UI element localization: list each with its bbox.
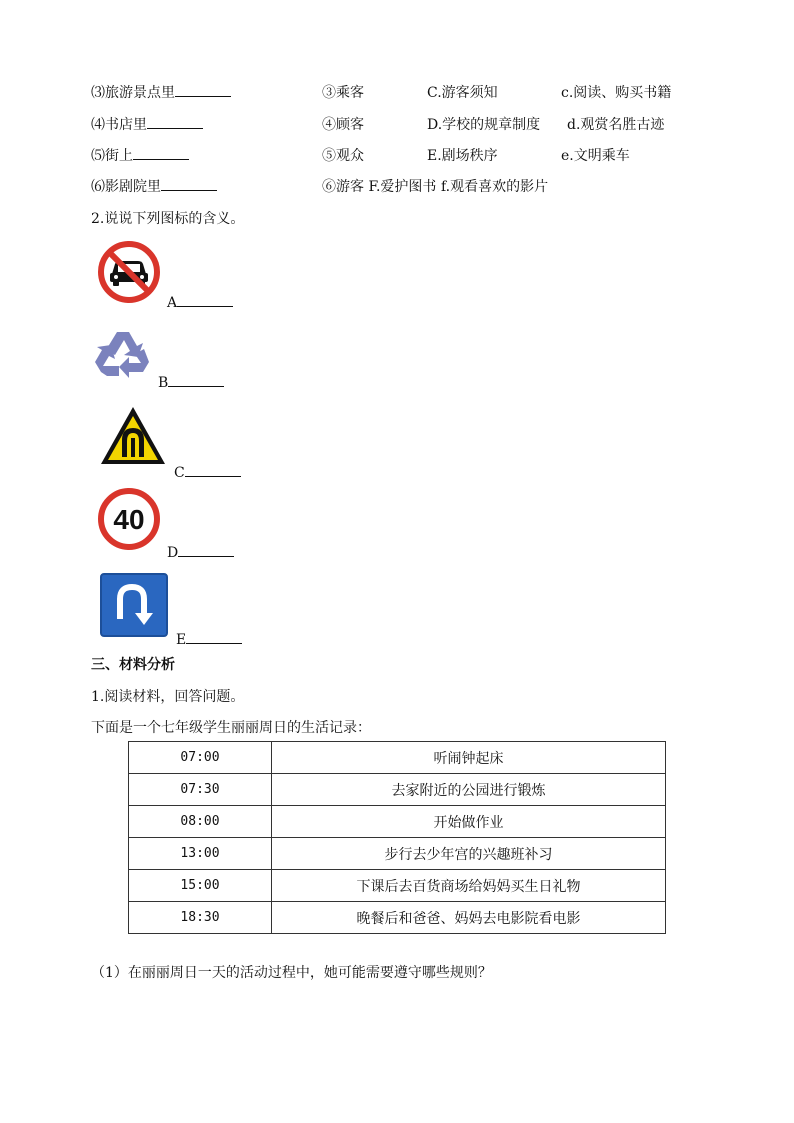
table-row — [129, 902, 666, 934]
no-motor-vehicle-sign-icon — [96, 240, 164, 304]
time-cell: 13:00 — [129, 838, 272, 870]
activity-item: d.观赏名胜古迹 — [567, 117, 665, 133]
answer-blank[interactable] — [185, 464, 241, 477]
person-item: ③乘客 — [322, 85, 364, 101]
rule-item: E.剧场秩序 — [427, 148, 498, 164]
speed-limit-value: 40 — [113, 504, 145, 535]
activity-cell: 步行去少年宫的兴趣班补习 — [272, 838, 666, 870]
answer-a: A — [167, 294, 233, 311]
answer-blank[interactable] — [178, 544, 234, 557]
answer-blank[interactable] — [161, 178, 217, 191]
material-intro: 下面是一个七年级学生丽丽周日的生活记录： — [91, 720, 371, 736]
time-cell: 15:00 — [129, 870, 272, 902]
answer-e: E — [176, 631, 242, 648]
question-1-title: 1.阅读材料，回答问题。 — [91, 689, 245, 705]
answer-blank[interactable] — [177, 294, 233, 307]
table-row — [129, 774, 666, 806]
place-item: ⑹影剧院里 — [91, 176, 217, 196]
table-row — [129, 870, 666, 902]
answer-c: C — [174, 464, 241, 481]
recycle-icon — [93, 326, 157, 384]
rule-item: C.游客须知 — [427, 85, 498, 101]
time-cell: 18:30 — [129, 902, 272, 934]
answer-blank[interactable] — [175, 84, 231, 97]
activity-item: c.阅读、购买书籍 — [561, 85, 672, 101]
u-turn-sign-icon — [100, 573, 168, 637]
answer-d: D — [167, 544, 234, 561]
activity-cell: 去家附近的公园进行锻炼 — [272, 774, 666, 806]
section-heading: 三、材料分析 — [91, 657, 175, 673]
place-item: ⑷书店里 — [91, 114, 203, 134]
answer-blank[interactable] — [147, 116, 203, 129]
answer-blank[interactable] — [133, 147, 189, 160]
person-item: ④顾客 — [322, 117, 364, 133]
answer-blank[interactable] — [186, 631, 242, 644]
speed-limit-sign-icon — [96, 487, 162, 551]
rule-item: f.观看喜欢的影片 — [441, 179, 549, 195]
time-cell: 07:00 — [129, 742, 272, 774]
activity-cell: 下课后去百货商场给妈妈买生日礼物 — [272, 870, 666, 902]
table-row — [129, 838, 666, 870]
tunnel-warning-sign-icon — [100, 404, 168, 468]
place-item: ⑸街上 — [91, 145, 189, 165]
sub-question-1: （1）在丽丽周日一天的活动过程中，她可能需要遵守哪些规则？ — [91, 965, 492, 981]
place-item: ⑶旅游景点里 — [91, 82, 231, 102]
table-row — [129, 806, 666, 838]
activity-cell: 开始做作业 — [272, 806, 666, 838]
schedule-table — [128, 741, 666, 934]
activity-cell: 晚餐后和爸爸、妈妈去电影院看电影 — [272, 902, 666, 934]
question-2-title: 2.说说下列图标的含义。 — [91, 211, 245, 227]
activity-item: e.文明乘车 — [561, 148, 630, 164]
time-cell: 07:30 — [129, 774, 272, 806]
person-item: ⑤观众 — [322, 148, 364, 164]
person-item: ⑥游客 F.爱护图书 — [322, 179, 437, 195]
table-row — [129, 742, 666, 774]
rule-item: D.学校的规章制度 — [427, 117, 541, 133]
answer-b: B — [158, 374, 224, 391]
activity-cell: 听闹钟起床 — [272, 742, 666, 774]
answer-blank[interactable] — [168, 374, 224, 387]
time-cell: 08:00 — [129, 806, 272, 838]
